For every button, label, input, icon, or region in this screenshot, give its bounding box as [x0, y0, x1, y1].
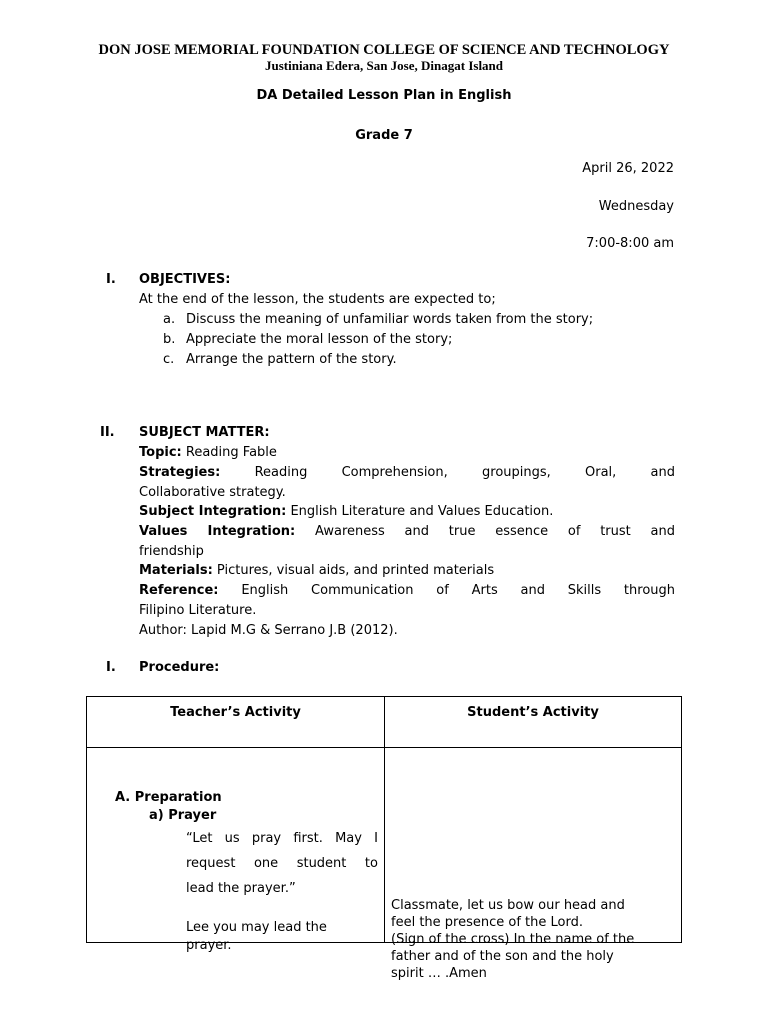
objectives-intro: At the end of the lesson, the students are expected to; [139, 292, 496, 307]
student-line: spirit … .Amen [391, 966, 487, 981]
grade-label: Grade 7 [355, 128, 413, 143]
reference-label: Reference: [139, 583, 219, 598]
teacher-prayer-text-2 [186, 919, 378, 955]
teacher-line: lead the prayer.” [186, 881, 296, 896]
school-address: Justiniana Edera, San Jose, Dinagat Island [264, 58, 504, 73]
strategies-label: Strategies: [139, 465, 221, 480]
subject-integration-label: Subject Integration: [139, 504, 287, 519]
col-header-teacher: Teacher’s Activity [87, 697, 385, 748]
student-line: Classmate, let us bow our head and [391, 898, 625, 913]
date: April 26, 2022 [582, 161, 674, 176]
author-line: Author: Lapid M.G & Serrano J.B (2012). [139, 623, 398, 638]
teacher-activity-cell [87, 748, 385, 953]
subject-matter-numeral: II. [100, 425, 115, 440]
objective-a-letter: a. [163, 312, 176, 327]
objectives-heading: OBJECTIVES: [139, 272, 231, 287]
teacher-prayer-text-1 [186, 826, 378, 901]
reference-value: English Communication of Arts and Skills through [241, 583, 675, 598]
section-preparation: A. Preparation [115, 790, 222, 805]
objective-b-letter: b. [163, 332, 176, 347]
reference-line [139, 581, 675, 601]
subject-integration-value: English Literature and Values Education. [290, 504, 554, 519]
teacher-line: Lee you may lead the [186, 920, 327, 935]
day: Wednesday [598, 199, 674, 214]
values-integration-label: Values Integration: [139, 524, 296, 539]
lesson-plan-title: DA Detailed Lesson Plan in English [256, 88, 512, 103]
objectives-numeral: I. [106, 272, 116, 287]
objective-c-letter: c. [163, 352, 175, 367]
col-header-student: Student’s Activity [385, 697, 682, 748]
student-line: feel the presence of the Lord. [391, 915, 583, 930]
student-prayer-text [391, 897, 634, 982]
subject-integration-line [139, 502, 553, 522]
values-integration-line [139, 522, 675, 542]
strategies-line-2: Collaborative strategy. [139, 485, 286, 500]
teacher-line: request one student to [186, 856, 378, 871]
strategies-value: Reading Comprehension, groupings, Oral, and [254, 465, 675, 480]
student-line: (Sign of the cross) In the name of the [391, 932, 635, 947]
materials-value: Pictures, visual aids, and printed materials [216, 563, 495, 578]
materials-label: Materials: [139, 563, 213, 578]
procedure-heading: Procedure: [139, 660, 220, 675]
subsection-prayer: a) Prayer [149, 808, 217, 823]
objective-c: Arrange the pattern of the story. [186, 352, 397, 367]
teacher-line: “Let us pray first. May I [186, 831, 378, 846]
topic-value: Reading Fable [185, 445, 277, 460]
values-integration-value: Awareness and true essence of trust and [314, 524, 675, 539]
procedure-table [86, 696, 682, 981]
school-name: DON JOSE MEMORIAL FOUNDATION COLLEGE OF SCIENCE AND TECHNOLOGY [98, 42, 670, 58]
topic-label: Topic: [139, 445, 182, 460]
materials-line [139, 561, 494, 581]
objective-a: Discuss the meaning of unfamiliar words taken from the story; [186, 312, 594, 327]
topic-line [139, 443, 277, 463]
objective-b: Appreciate the moral lesson of the story; [186, 332, 453, 347]
teacher-line: prayer. [186, 938, 232, 953]
student-activity-cell [385, 748, 682, 981]
procedure-numeral: I. [106, 660, 116, 675]
values-integration-line-2: friendship [139, 544, 204, 559]
strategies-line [139, 463, 675, 483]
subject-matter-heading: SUBJECT MATTER: [139, 425, 270, 440]
student-line: father and of the son and the holy [391, 949, 614, 964]
reference-line-2: Filipino Literature. [139, 603, 257, 618]
time: 7:00-8:00 am [586, 236, 674, 251]
